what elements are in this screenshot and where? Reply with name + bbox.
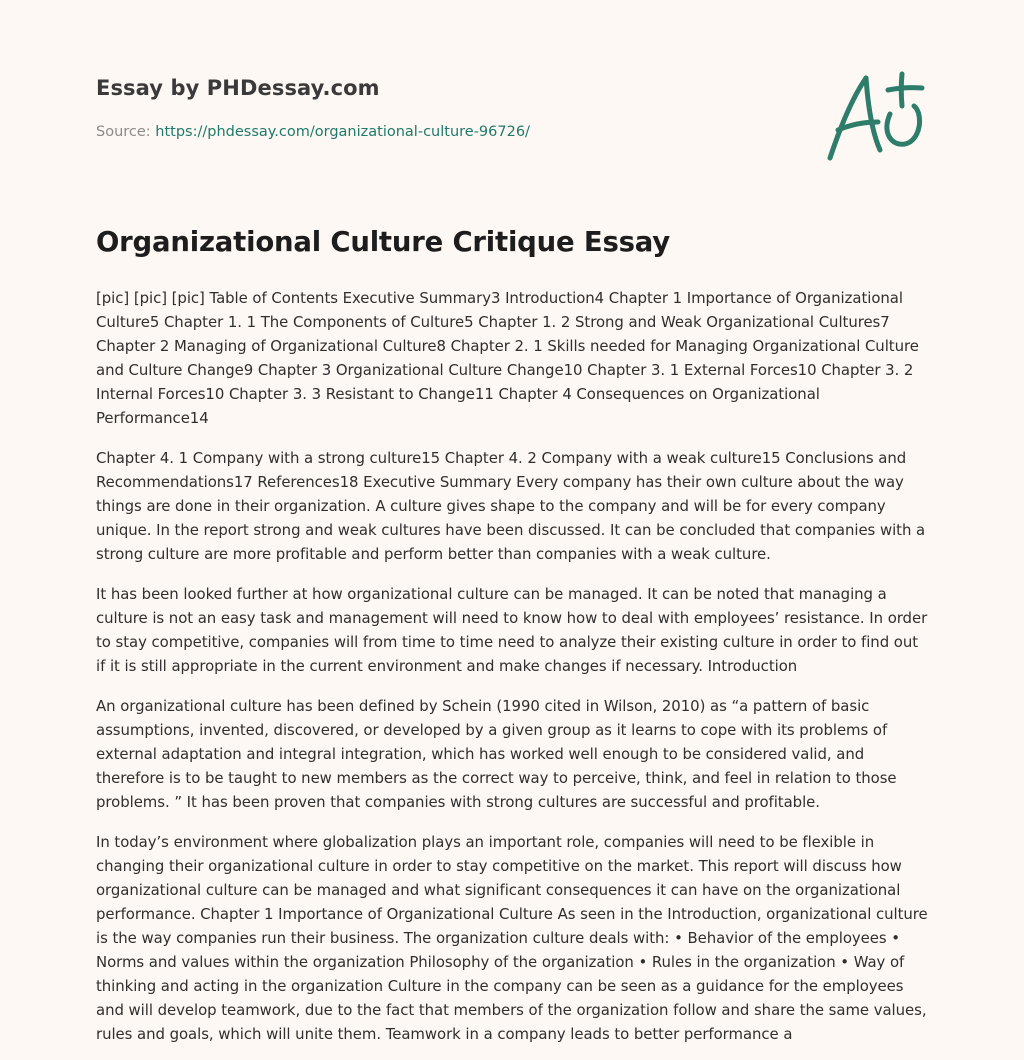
essay-paragraph: In today’s environment where globalization plays an important role, companies will need to be flexible in changing their organizational culture in order to stay competitive on the market. This report will discuss how organizational culture can be managed and what significant consequences it can have on the organizational performance. Chapter 1 Importance of Organizational Culture As seen in the Introduction, organizational culture is the way companies run their business. The organization culture deals with: • Behavior of the employees • Norms and values within the organization Philosophy of the organization • Rules in the organization • Way of thinking and acting in the organization Culture in the company can be seen as a guidance for the employees and will develop teamwork, due to the fact that members of the organization follow and share the same values, rules and goals, which will unite them. Teamwork in a company leads to better performance a — [96, 833, 928, 1043]
essay-paragraph: An organizational culture has been defined by Schein (1990 cited in Wilson, 2010) as “a pattern of basic assumptions, invented, discovered, or developed by a given group as it learns to cope with its problems of external adaptation and integral integration, which has worked well enough to be considered valid, and therefore is to be taught to new members as the correct way to perceive, think, and feel in relation to those problems. ” It has been proven that companies with strong cultures are successful and profitable. — [96, 697, 897, 811]
essay-body — [96, 286, 928, 1060]
essay-paragraph: Chapter 4. 1 Company with a strong culture15 Chapter 4. 2 Company with a weak culture15 Conclusions and Recommendations17 References18 Executive Summary Every company has their own culture about the way things are done in their organization. A culture gives shape to the company and will be for every company unique. In the report strong and weak cultures have been discussed. It can be concluded that companies with a strong culture are more profitable and perform better than companies with a weak culture. — [96, 449, 926, 563]
source-link[interactable]: https://phdessay.com/organizational-culture-96726/ — [155, 124, 530, 140]
site-brand: Essay by PHDessay.com — [96, 76, 380, 100]
source-label: Source: — [96, 124, 156, 140]
source-line — [96, 124, 530, 140]
essay-paragraph: [pic] [pic] [pic] Table of Contents Executive Summary3 Introduction4 Chapter 1 Importance of Organizational Culture5 Chapter 1. 1 The Components of Culture5 Chapter 1. 2 Strong and Weak Organizational Cultures7 Chapter 2 Managing of Organizational Culture8 Chapter 2. 1 Skills needed for Managing Organizational Culture and Culture Change9 Chapter 3 Organizational Culture Change10 Chapter 3. 1 External Forces10 Chapter 3. 2 Internal Forces10 Chapter 3. 3 Resistant to Change11 Chapter 4 Consequences on Organizational Performance14 — [96, 289, 919, 427]
a-plus-logo-icon — [818, 66, 930, 166]
essay-title: Organizational Culture Critique Essay — [96, 226, 671, 258]
essay-paragraph: It has been looked further at how organizational culture can be managed. It can be noted that managing a culture is not an easy task and management will need to know how to deal with employees’ resistance. In order to stay competitive, companies will from time to time need to analyze their existing culture in order to find out if it is still appropriate in the current environment and make changes if necessary. Introduction — [96, 585, 928, 675]
